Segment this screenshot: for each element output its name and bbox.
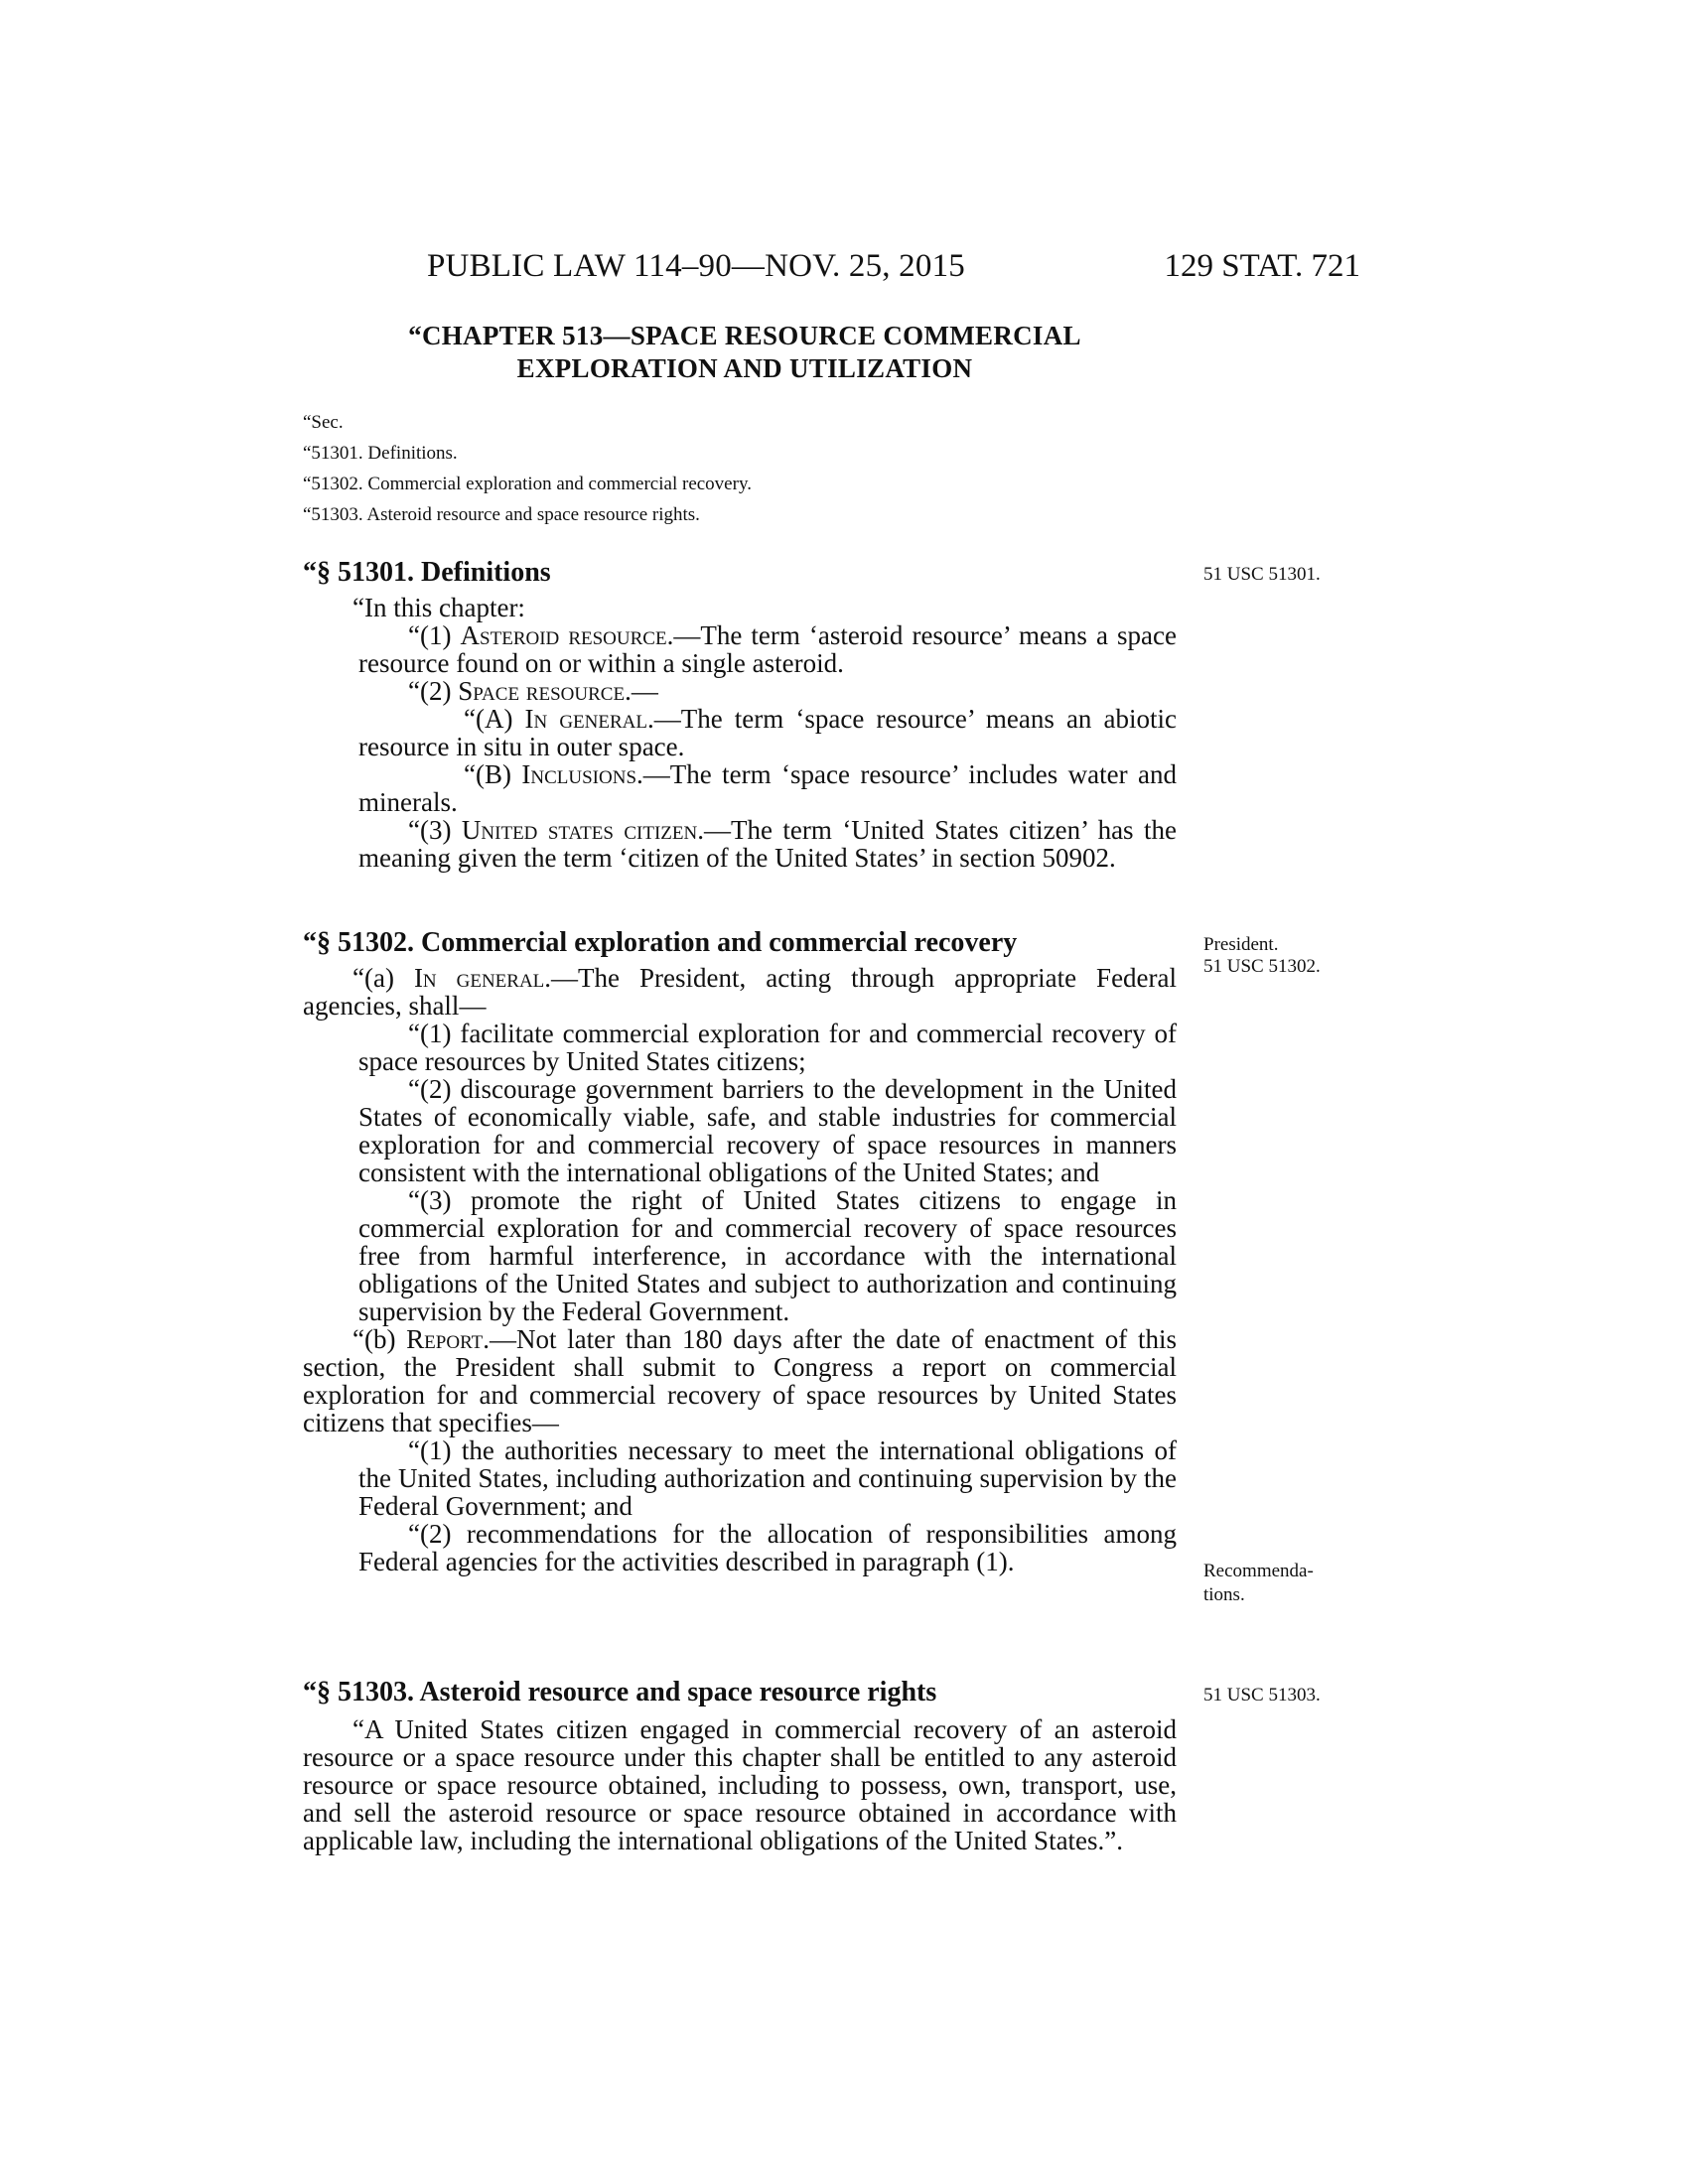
section-paragraph: “(a) In general.—The President, acting through appropriate Federal agencies, shall—: [303, 963, 1178, 1021]
margin-note: tions.: [1203, 1584, 1245, 1605]
chapter-title-line2: EXPLORATION AND UTILIZATION: [516, 353, 973, 383]
margin-note: 51 USC 51302.: [1203, 956, 1321, 977]
toc-item: “51301. Definitions.: [303, 443, 458, 464]
table-of-sections: [303, 407, 752, 530]
section-paragraph: “(1) facilitate commercial exploration for and commercial recovery of space resources by United States citizens;: [358, 1019, 1177, 1076]
section-heading: “§ 51302. Commercial exploration and commercial recovery: [303, 927, 1018, 958]
toc-heading: “Sec.: [303, 412, 344, 433]
section-paragraph: “(1) the authorities necessary to meet the international obligations of the United States, including authorization and continuing supervision by the Federal Government; and: [358, 1435, 1177, 1521]
section-paragraph: “(B) Inclusions.—The term ‘space resource’ includes water and minerals.: [358, 759, 1177, 817]
section-paragraph: “In this chapter:: [352, 593, 525, 622]
section-paragraph: “(2) recommendations for the allocation of responsibilities among Federal agencies for the activities described in paragraph (1).: [358, 1519, 1177, 1576]
section-heading: “§ 51301. Definitions: [303, 557, 551, 588]
margin-note: Recommenda-: [1203, 1561, 1314, 1581]
section-heading: “§ 51303. Asteroid resource and space resource rights: [303, 1677, 937, 1707]
margin-note: 51 USC 51303.: [1203, 1685, 1321, 1706]
section-51303: [303, 1676, 1177, 1854]
statutes-citation: 129 STAT. 721: [1164, 248, 1360, 284]
toc-item: “51303. Asteroid resource and space resource rights.: [303, 504, 700, 525]
section-paragraph: “(3) promote the right of United States citizens to engage in commercial exploration for and commercial recovery of space resources free from harmful interference, in accordance with the international obligations of the United States and subject to authorization and continuing supervision by the Federal Government.: [358, 1185, 1177, 1326]
chapter-title: [357, 320, 1132, 385]
section-paragraph: “(A) In general.—The term ‘space resource’ means an abiotic resource in situ in outer space.: [358, 704, 1177, 761]
section-51301: [303, 556, 1177, 872]
section-paragraph: “(3) United states citizen.—The term ‘United States citizen’ has the meaning given the term ‘citizen of the United States’ in section 50902.: [358, 815, 1177, 873]
section-paragraph: “(2) Space resource.—: [408, 676, 658, 706]
section-paragraph: “(1) Asteroid resource.—The term ‘asteroid resource’ means a space resource found on or within a single asteroid.: [358, 620, 1178, 678]
margin-note: President.: [1203, 934, 1279, 955]
section-paragraph: “(b) Report.—Not later than 180 days after the date of enactment of this section, the President shall submit to Congress a report on commercial exploration for and commercial recovery of space resources by United States citizens that specifies—: [303, 1324, 1177, 1437]
chapter-title-line1: “CHAPTER 513—SPACE RESOURCE COMMERCIAL: [408, 321, 1081, 350]
margin-note: 51 USC 51301.: [1203, 564, 1321, 585]
running-head: PUBLIC LAW 114–90—NOV. 25, 2015: [427, 248, 965, 284]
section-paragraph: “A United States citizen engaged in commercial recovery of an asteroid resource or a space resource under this chapter shall be entitled to any asteroid resource or space resource obtained, including to possess, own, transport, use, and sell the asteroid resource or space resource obtained in accordance with applicable law, including the international obligations of the United States.”.: [303, 1714, 1177, 1855]
section-paragraph: “(2) discourage government barriers to the development in the United States of economically viable, safe, and stable industries for commercial exploration for and commercial recovery of space resources in manners consistent with the international obligations of the United States; and: [358, 1074, 1177, 1187]
section-51302: [303, 926, 1177, 1575]
toc-item: “51302. Commercial exploration and commercial recovery.: [303, 474, 752, 494]
